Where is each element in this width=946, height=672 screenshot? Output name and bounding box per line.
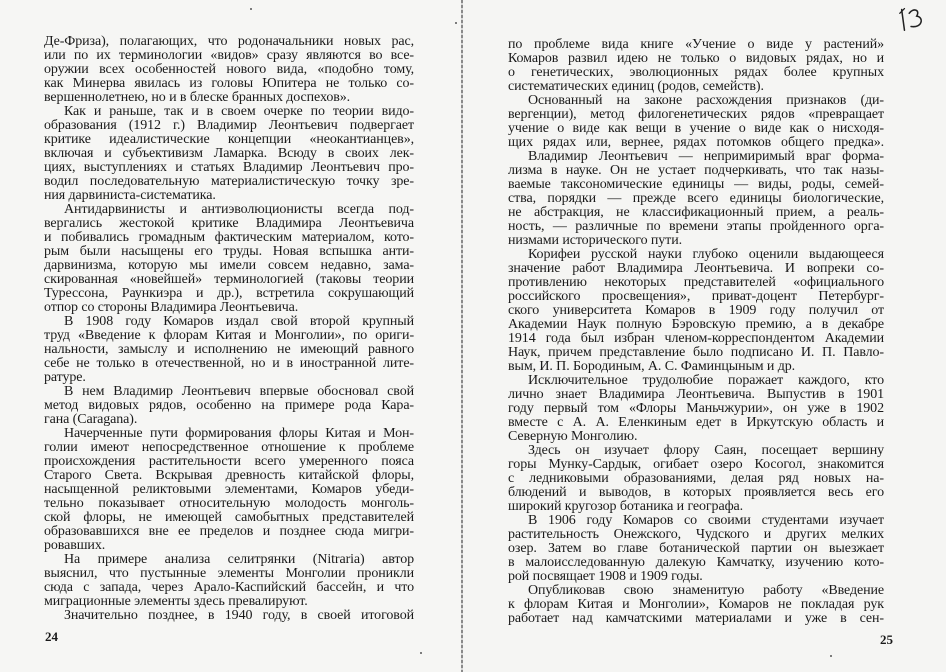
text-line: ровавших.	[44, 538, 106, 553]
text-line: гана (Caragana).	[44, 412, 138, 427]
text-line: отпор со стороны Владимира Леонтьевича.	[44, 300, 299, 315]
text-line: по проблеме вида книге «Учение о виде у растений»	[508, 37, 884, 52]
text-line: критике идеалистические концепции «неокантианцев»,	[44, 132, 414, 147]
text-line: Комаров развил идею не только о видовых рядах, но и	[508, 51, 884, 66]
text-line: лично знает Владимира Леонтьевича. Выпустив в 1901	[508, 387, 884, 402]
text-line: широкий кругозор ботаника и географа.	[508, 499, 744, 514]
text-line: Антидарвинисты и антиэволюционисты всегда под-	[64, 202, 414, 217]
text-line: Старого Света. Вскрывая древность китайской флоры,	[44, 468, 414, 483]
text-line: Турессона, Раункиэра и др.), встретила сокрушающий	[44, 286, 414, 301]
text-line: труд «Введение к флорам Китая и Монголии», по ориги-	[44, 328, 414, 343]
text-line: растительность Онежского, Чудского и других мелких	[508, 527, 884, 542]
text-line: образования (1912 г.) Владимир Леонтьевич подвергает	[44, 118, 414, 133]
page-number-left: 24	[45, 629, 58, 644]
text-line: Значительно позднее, в 1940 году, в своей итоговой	[64, 608, 414, 623]
text-line: метод видовых рядов, особенно на примере рода Кара-	[44, 398, 414, 413]
text-line: ность, — различные по времени этапы пройденного орга-	[508, 219, 884, 234]
text-line: как Минерва явилась из головы Юпитера не только со-	[44, 76, 414, 91]
scan-speck	[830, 655, 832, 657]
text-line: ния дарвиниста-систематика.	[44, 188, 216, 203]
text-line: 1914 года был избран членом-корреспондентом Академии	[508, 331, 884, 346]
text-line: работает над камчатскими материалами и уже в сен-	[508, 611, 884, 626]
text-line: учение о виде как вещи в учение о виде как о нисходя-	[508, 121, 884, 136]
text-line: насыщенной реликтовыми элементами, Комаров убеди-	[44, 482, 414, 497]
left-page	[0, 0, 462, 672]
text-line: Владимир Леонтьевич — непримиримый враг форма-	[528, 149, 884, 164]
text-line: В 1908 году Комаров издал свой второй крупный	[64, 314, 414, 329]
text-line: происхождения растительности всего умеренного пояса	[44, 454, 414, 469]
text-line: сюда с запада, через Арало-Каспийский бассейн, и что	[44, 580, 414, 595]
text-line: Северную Монголию.	[508, 429, 638, 444]
text-line: В 1906 году Комаров со своими студентами изучает	[528, 513, 884, 528]
text-line: вершеннолетнею, но и в блеске бранных доспехов».	[44, 90, 351, 105]
text-line: вергенции), метод филогенетических рядов «превращает	[508, 107, 884, 122]
text-line: или по их терминологии «видов» сразу являются во все-	[44, 48, 414, 63]
text-line: оружии всех особенностей нового вида, «подобно тому,	[44, 62, 414, 77]
text-line: себе не только в отечественной, но и в иностранной лите-	[44, 356, 414, 371]
text-line: Исключительное трудолюбие поражает каждого, кто	[528, 373, 884, 388]
text-line: миграционные элементы здесь превалируют.	[44, 594, 308, 609]
text-line: озер. Затем во главе ботанической партии он выезжает	[508, 541, 884, 556]
text-line: Здесь он изучает флору Саян, посещает вершину	[528, 443, 884, 458]
text-line: вместе с А. А. Еленкиным едет в Иркутскую область и	[508, 415, 884, 430]
text-line: в малоисследованную далекую Камчатку, изучению кото-	[508, 555, 884, 570]
text-line: Наук, причем представление было подписано И. П. Павло-	[508, 345, 884, 360]
page-number-right: 25	[880, 632, 893, 647]
right-page-text	[508, 38, 884, 626]
text-line: На примере анализа селитрянки (Nitraria) автор	[64, 552, 414, 567]
text-line: лизма в науке. Он не устает подчеркивать, что так назы-	[508, 163, 884, 178]
text-line: нальности, замыслу и исполнению не имеющий равного	[44, 342, 414, 357]
text-line: выяснил, что пустынные элементы Монголии проникли	[44, 566, 414, 581]
text-line: Основанный на законе расхождения признаков (ди-	[528, 93, 884, 108]
text-line: Академии Наук полную Бэровскую премию, а в декабре	[508, 317, 884, 332]
text-line: Де-Фриза), полагающих, что родоначальники новых рас,	[44, 34, 414, 49]
text-line: систематических единиц (родов, семейств).	[508, 79, 764, 94]
text-line: Опубликовав свою знаменитую работу «Введение	[528, 583, 884, 598]
text-line: о генетических, эволюционных рядах более крупных	[508, 65, 884, 80]
text-line: ского университета Комаров в 1909 году получил от	[508, 303, 884, 318]
text-line: щих рядах или, вернее, рядах потомков общего предка».	[508, 135, 884, 150]
text-line: к флорам Китая и Монголии», Комаров не покладая рук	[508, 597, 884, 612]
scan-speck	[420, 652, 422, 654]
text-line: В нем Владимир Леонтьевич впервые обосновал свой	[64, 384, 414, 399]
text-line: ства, порядки — прежде всего единицы биологические,	[508, 191, 884, 206]
left-page-text	[44, 35, 414, 623]
text-line: ской флоры, не имеющей самобытных представителей	[44, 510, 414, 525]
text-line: рой посвящает 1908 и 1909 годы.	[508, 569, 703, 584]
scan-speck	[455, 22, 457, 24]
text-line: значение работ Владимира Леонтьевича. И вопреки со-	[508, 261, 884, 276]
text-line: вергались жестокой критике Владимира Леонтьевича	[44, 216, 414, 231]
text-line: Начерченные пути формирования флоры Китая и Мон-	[64, 426, 414, 441]
text-line: Как и раньше, так и в своем очерке по теории видо-	[64, 104, 414, 119]
text-line: вым, И. П. Бородиным, А. С. Фаминцыным и др.	[508, 359, 796, 374]
text-line: включая и субъективизм Ламарка. Всюду в своих лек-	[44, 146, 414, 161]
text-line: ваемые таксономические единицы — виды, роды, семей-	[508, 177, 884, 192]
text-line: скированная «новейшей» терминологией (таковы теории	[44, 272, 414, 287]
text-line: Корифеи русской науки глубоко оценили выдающееся	[528, 247, 884, 262]
text-line: году первый том «Флоры Маньчжурии», он уже в 1902	[508, 401, 884, 416]
text-line: образовавшихся вне ее пределов и позднее сюда мигри-	[44, 524, 414, 539]
text-line: российского просвещения», приват-доцент Петербург-	[508, 289, 884, 304]
text-line: не абстракция, не классификационный прием, а реаль-	[508, 205, 884, 220]
text-line: ратуре.	[44, 370, 86, 385]
text-line: водил последовательную материалистическую точку зре-	[44, 174, 414, 189]
text-line: с ледниковыми образованиями, делая ряд новых на-	[508, 471, 884, 486]
text-line: горы Мунку-Сардык, огибает озеро Косогол, знакомится	[508, 457, 884, 472]
text-line: низмами исторического пути.	[508, 233, 682, 248]
text-line: тельно показывает относительную молодость монголь-	[44, 496, 414, 511]
text-line: голии имеют непосредственное отношение к проблеме	[44, 440, 414, 455]
text-line: блюдений и выводов, в которых проявляется весь его	[508, 485, 884, 500]
text-line: рым были насыщены его труды. Новая вспышка анти-	[44, 244, 414, 259]
right-page	[463, 0, 946, 672]
handwritten-page-mark	[896, 2, 928, 34]
text-line: дарвинизма, которую мы имели совсем недавно, зама-	[44, 258, 414, 273]
text-line: и побивались громадным фактическим материалом, кото-	[44, 230, 414, 245]
text-line: циях, выступлениях и статьях Владимир Леонтьевич про-	[44, 160, 414, 175]
text-line: противлению некоторых представителей «официального	[508, 275, 884, 290]
scan-speck	[250, 8, 252, 10]
